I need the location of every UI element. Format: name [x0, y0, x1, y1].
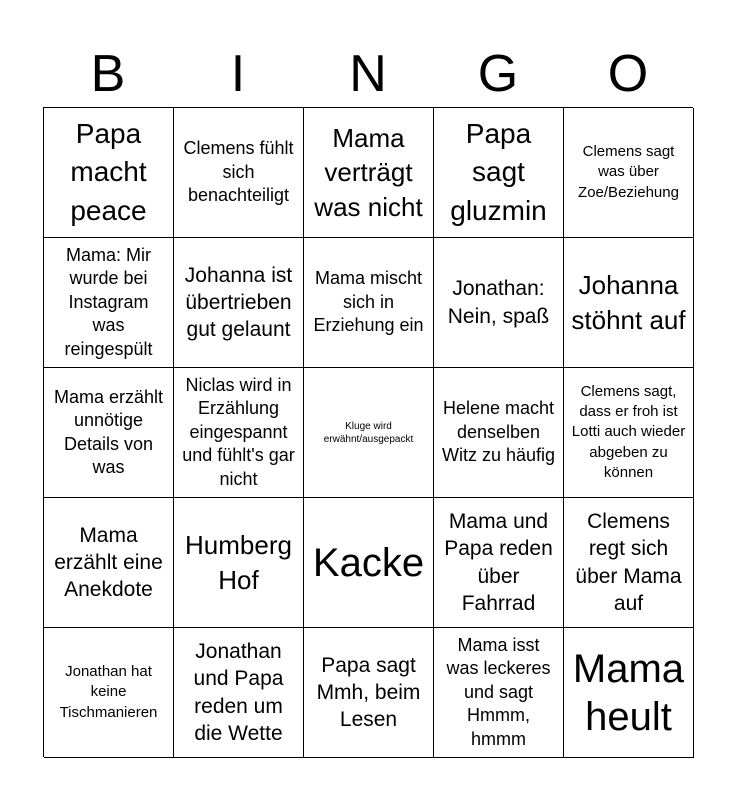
cell-text: Papa macht peace [70, 117, 147, 226]
bingo-cell[interactable] [304, 368, 434, 498]
bingo-cell[interactable] [174, 628, 304, 758]
bingo-cell[interactable] [304, 108, 434, 238]
cell-text: Mama verträgt was nicht [314, 122, 423, 222]
bingo-cell[interactable] [434, 498, 564, 628]
cell-text: Mama heult [572, 646, 685, 739]
bingo-cell[interactable] [44, 238, 174, 368]
cell-text: Jonathan: Nein, spaß [447, 277, 550, 328]
cell-text: Helene macht denselben Witz zu häufig [441, 398, 556, 466]
bingo-cell[interactable] [434, 368, 564, 498]
header-letter-b: B [90, 45, 126, 103]
bingo-cell[interactable] [564, 238, 694, 368]
bingo-cell[interactable] [174, 498, 304, 628]
cell-text: Mama: Mir wurde bei Instagram was reingespült [64, 245, 153, 359]
bingo-cell[interactable] [304, 498, 434, 628]
cell-text: Mama isst was leckeres und sagt Hmmm, hmmm [446, 635, 551, 749]
cell-text: Mama und Papa reden über Fahrrad [444, 509, 553, 615]
header-letter-o: O [607, 45, 649, 103]
cell-text: Clemens sagt was über Zoe/Beziehung [578, 143, 679, 201]
cell-text: Kluge wird erwähnt/ausgepackt [323, 420, 414, 445]
bingo-cell[interactable] [44, 368, 174, 498]
cell-text: Papa sagt gluzmin [450, 117, 547, 226]
bingo-cell[interactable] [564, 498, 694, 628]
bingo-header [43, 42, 693, 106]
cell-text: Papa sagt Mmh, beim Lesen [316, 653, 421, 732]
cell-text: Clemens fühlt sich benachteiligt [183, 138, 294, 206]
bingo-cell[interactable] [304, 238, 434, 368]
cell-text: Clemens regt sich über Mama auf [575, 509, 682, 615]
bingo-cell[interactable] [434, 108, 564, 238]
cell-text: Mama erzählt unnötige Details von was [53, 386, 164, 477]
cell-text: Clemens sagt, dass er froh ist Lotti auch wieder abgeben zu können [571, 382, 686, 481]
bingo-cell[interactable] [44, 628, 174, 758]
cell-text: Humberg Hof [185, 529, 292, 595]
cell-text: Mama erzählt eine Anekdote [54, 523, 163, 602]
bingo-cell[interactable] [44, 498, 174, 628]
cell-text: Jonathan hat keine Tischmanieren [59, 663, 158, 721]
bingo-board [43, 107, 693, 757]
cell-text: Kacke [312, 540, 425, 585]
bingo-cell[interactable] [304, 628, 434, 758]
header-letter-g: G [477, 45, 519, 103]
bingo-cell[interactable] [564, 108, 694, 238]
cell-text: Niclas wird in Erzählung eingespannt und fühlt's gar nicht [182, 375, 295, 489]
bingo-cell[interactable] [434, 628, 564, 758]
cell-text: Mama mischt sich in Erziehung ein [313, 268, 424, 336]
bingo-cell[interactable] [564, 628, 694, 758]
header-letter-i: I [230, 45, 246, 103]
bingo-cell[interactable] [44, 108, 174, 238]
bingo-cell[interactable] [564, 368, 694, 498]
cell-text: Johanna stöhnt auf [571, 269, 686, 335]
bingo-cell[interactable] [174, 238, 304, 368]
cell-text: Jonathan und Papa reden um die Wette [193, 639, 284, 745]
bingo-cell[interactable] [174, 368, 304, 498]
bingo-cell[interactable] [174, 108, 304, 238]
bingo-cell[interactable] [434, 238, 564, 368]
header-letter-n: N [349, 45, 387, 103]
cell-text: Johanna ist übertrieben gut gelaunt [184, 263, 293, 342]
